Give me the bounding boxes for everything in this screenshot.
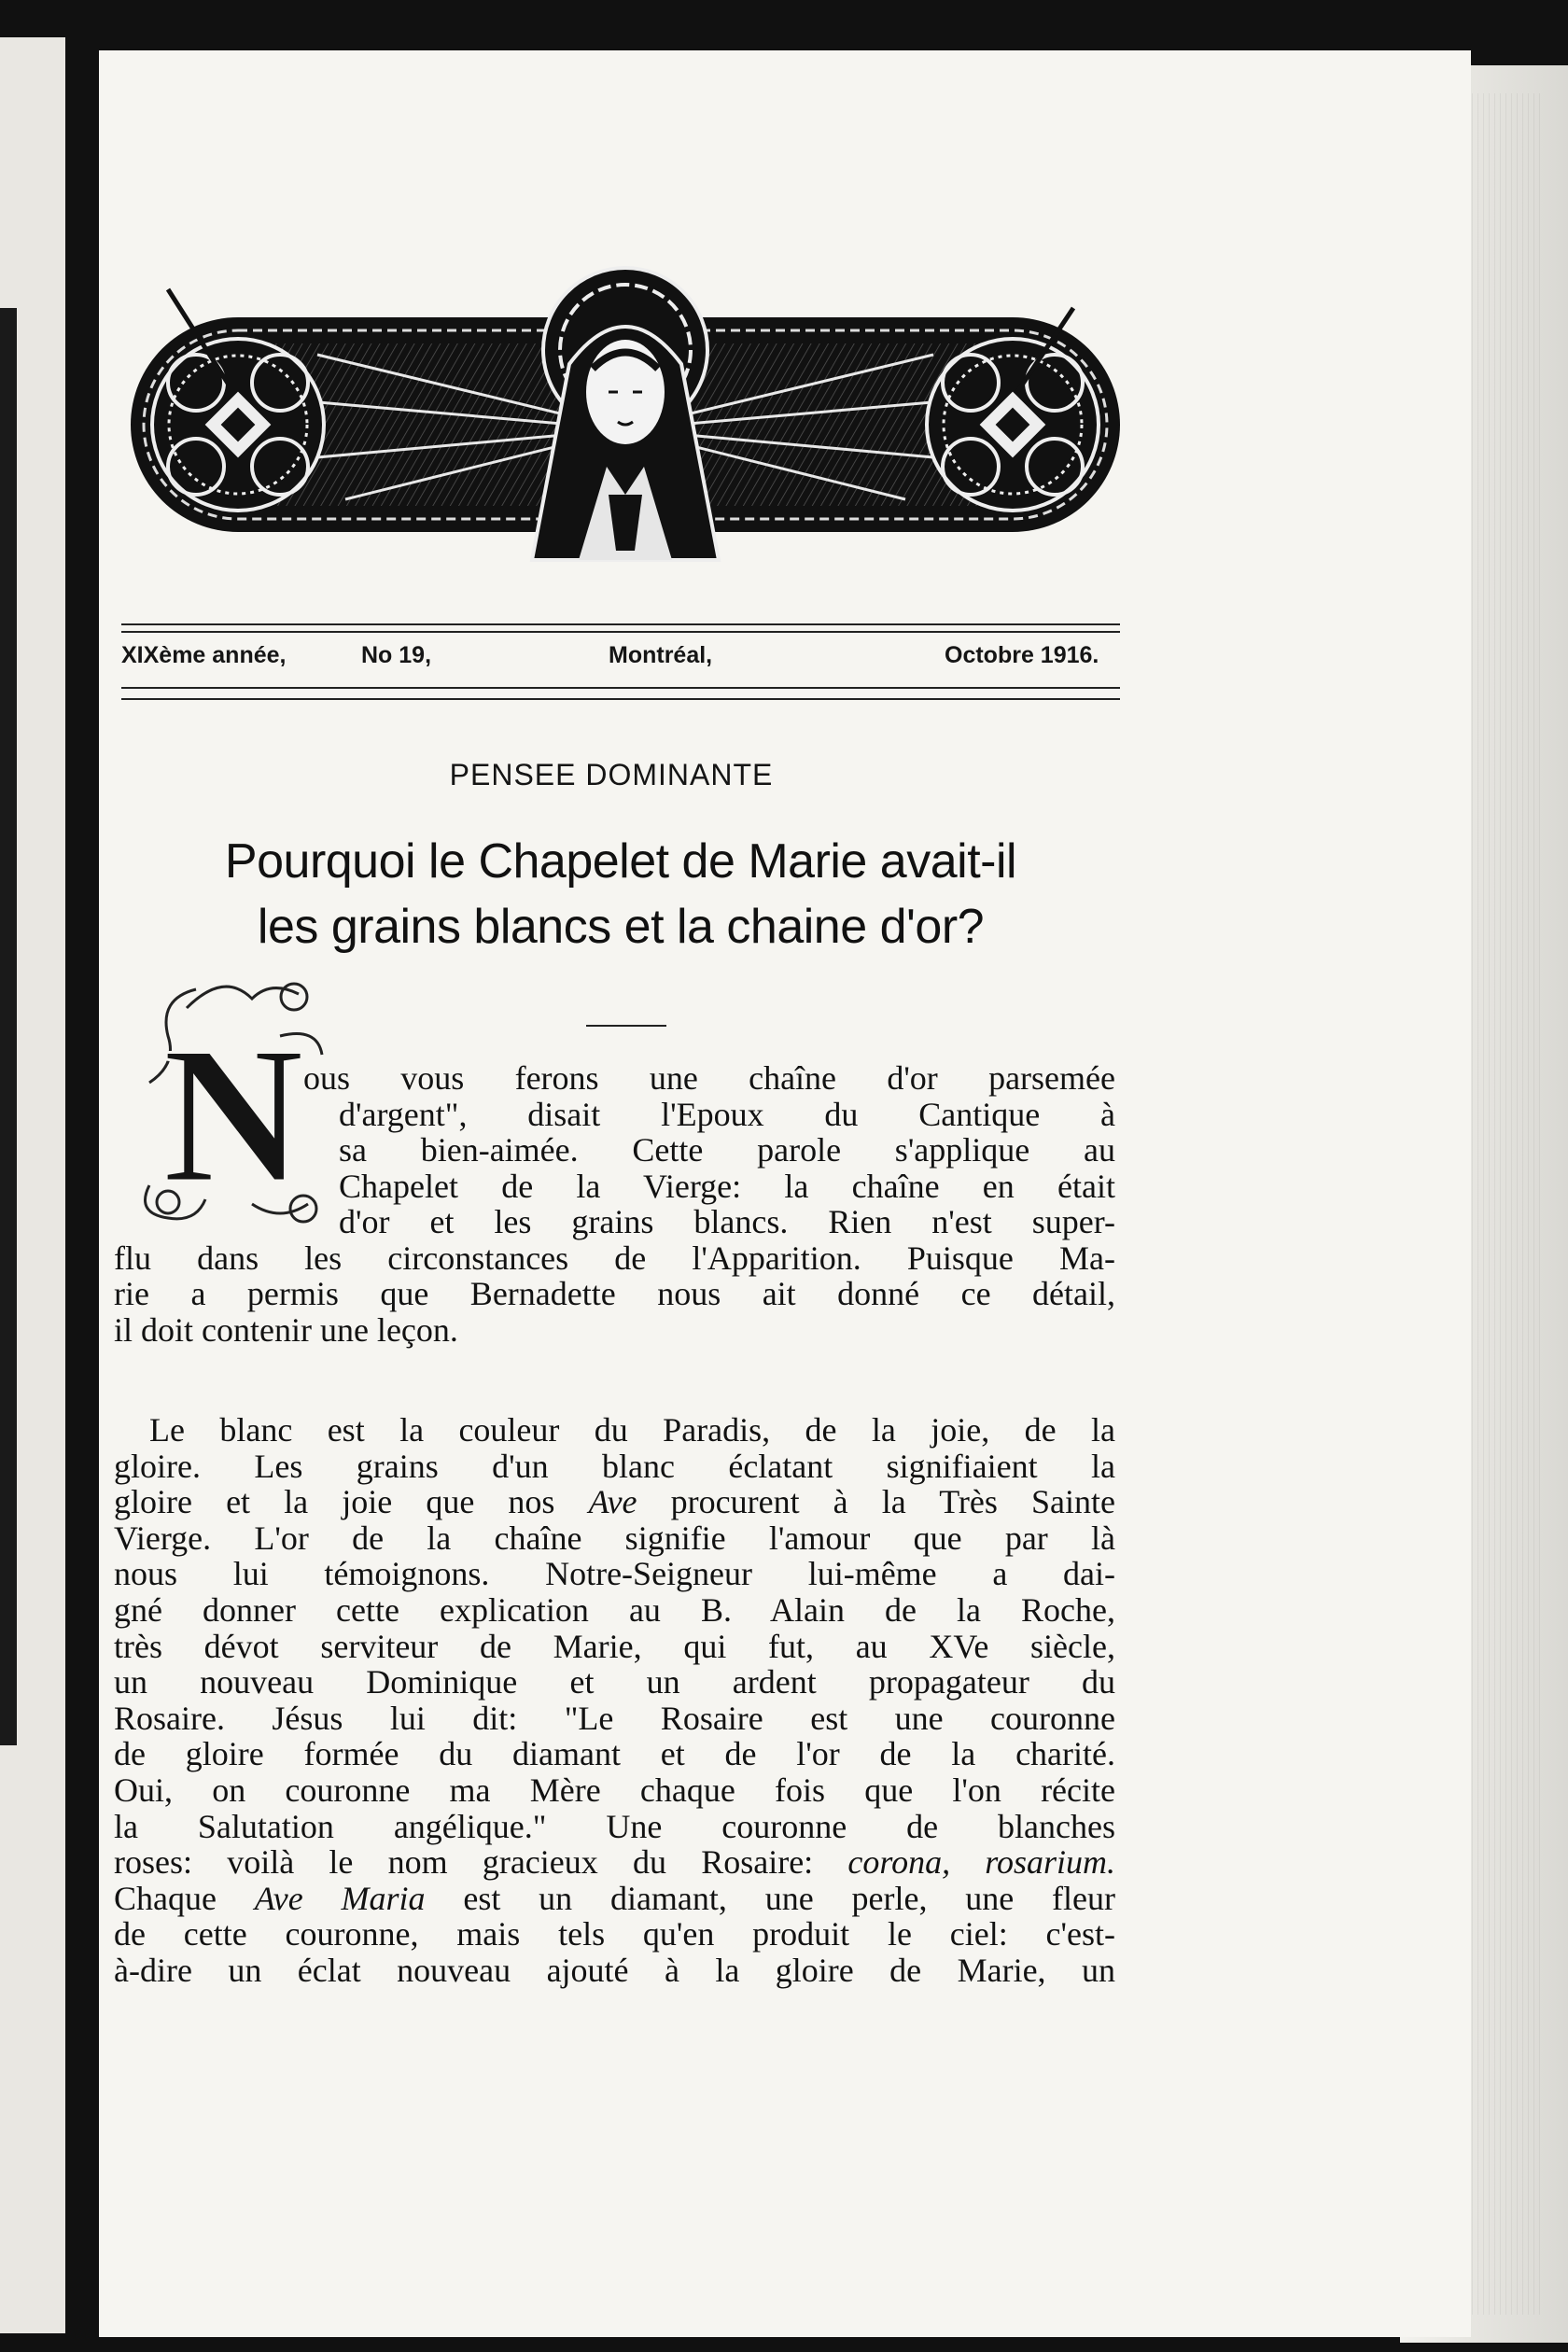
paragraph2-line: Vierge. L'or de la chaîne signifie l'amour que par là — [114, 1519, 1115, 1557]
issue-place: Montréal, — [609, 642, 713, 668]
title-line-2: les grains blancs et la chaine d'or? — [257, 900, 985, 954]
section-label: PENSEE DOMINANTE — [449, 758, 774, 791]
paragraph2-line: nous lui témoignons. Notre-Seigneur lui-même a dai- — [114, 1555, 1115, 1593]
paragraph2-line: la Salutation angélique." Une couronne de blanches — [114, 1807, 1115, 1845]
paragraph1-line: ous vous ferons une chaîne d'or parsemée — [303, 1059, 1115, 1097]
facing-page-edge — [0, 37, 65, 2333]
paragraph2-line: Oui, on couronne ma Mère chaque fois que l'on récite — [114, 1771, 1115, 1809]
issue-volume: XIXème année, — [121, 642, 287, 668]
drop-cap-letter: N — [162, 1007, 304, 1224]
header-top-rule — [121, 623, 1120, 625]
header-bottom-rule — [121, 687, 1120, 689]
madonna-banner-illustration — [131, 252, 1120, 569]
paragraph2-line: Le blanc est la couleur du Paradis, de la joie, de la — [149, 1411, 1115, 1449]
paragraph2-line: gloire et la joie que nos Ave procurent à la Très Sainte — [114, 1483, 1115, 1521]
paragraph2-line: un nouveau Dominique et un ardent propagateur du — [114, 1663, 1115, 1701]
issue-header — [121, 637, 1129, 674]
ornamental-drop-cap — [131, 971, 336, 1232]
paragraph2-line: roses: voilà le nom gracieux du Rosaire: corona, rosarium. — [114, 1843, 1115, 1882]
paragraph2-line: gloire. Les grains d'un blanc éclatant signifiaient la — [114, 1447, 1115, 1485]
header-bottom-rule-2 — [121, 698, 1120, 700]
paragraph2-line: Rosaire. Jésus lui dit: "Le Rosaire est une couronne — [114, 1699, 1115, 1737]
paragraph2-line: Chaque Ave Maria est un diamant, une perle, une fleur — [114, 1879, 1115, 1917]
issue-date: Octobre 1916. — [945, 642, 1099, 668]
paragraph1-line: rie a permis que Bernadette nous ait donné ce détail, — [114, 1275, 1115, 1312]
paragraph1-line: il doit contenir une leçon. — [114, 1310, 458, 1349]
paragraph2-line: très dévot serviteur de Marie, qui fut, au XVe siècle, — [114, 1627, 1115, 1665]
paragraph1-line: sa bien-aimée. Cette parole s'applique au — [339, 1131, 1115, 1169]
paragraph2-line: à-dire un éclat nouveau ajouté à la gloire de Marie, un — [114, 1952, 1115, 1989]
paragraph1-line: flu dans les circonstances de l'Apparition. Puisque Ma- — [114, 1239, 1115, 1277]
paragraph1-line: d'argent", disait l'Epoux du Cantique à — [339, 1095, 1115, 1133]
title-line-1: Pourquoi le Chapelet de Marie avait-il — [224, 834, 1017, 889]
paragraph2-line: de gloire formée du diamant et de l'or de la charité. — [114, 1735, 1115, 1773]
paragraph2-line: gné donner cette explication au B. Alain de la Roche, — [114, 1591, 1115, 1629]
issue-number: No 19, — [361, 642, 432, 668]
header-top-rule-2 — [121, 631, 1120, 633]
paragraph1-line: Chapelet de la Vierge: la chaîne en était — [339, 1167, 1115, 1205]
title-separator — [586, 1025, 666, 1027]
paragraph2-line: de cette couronne, mais tels qu'en produit le ciel: c'est- — [114, 1915, 1115, 1953]
paragraph1-line: d'or et les grains blancs. Rien n'est super- — [339, 1203, 1115, 1240]
